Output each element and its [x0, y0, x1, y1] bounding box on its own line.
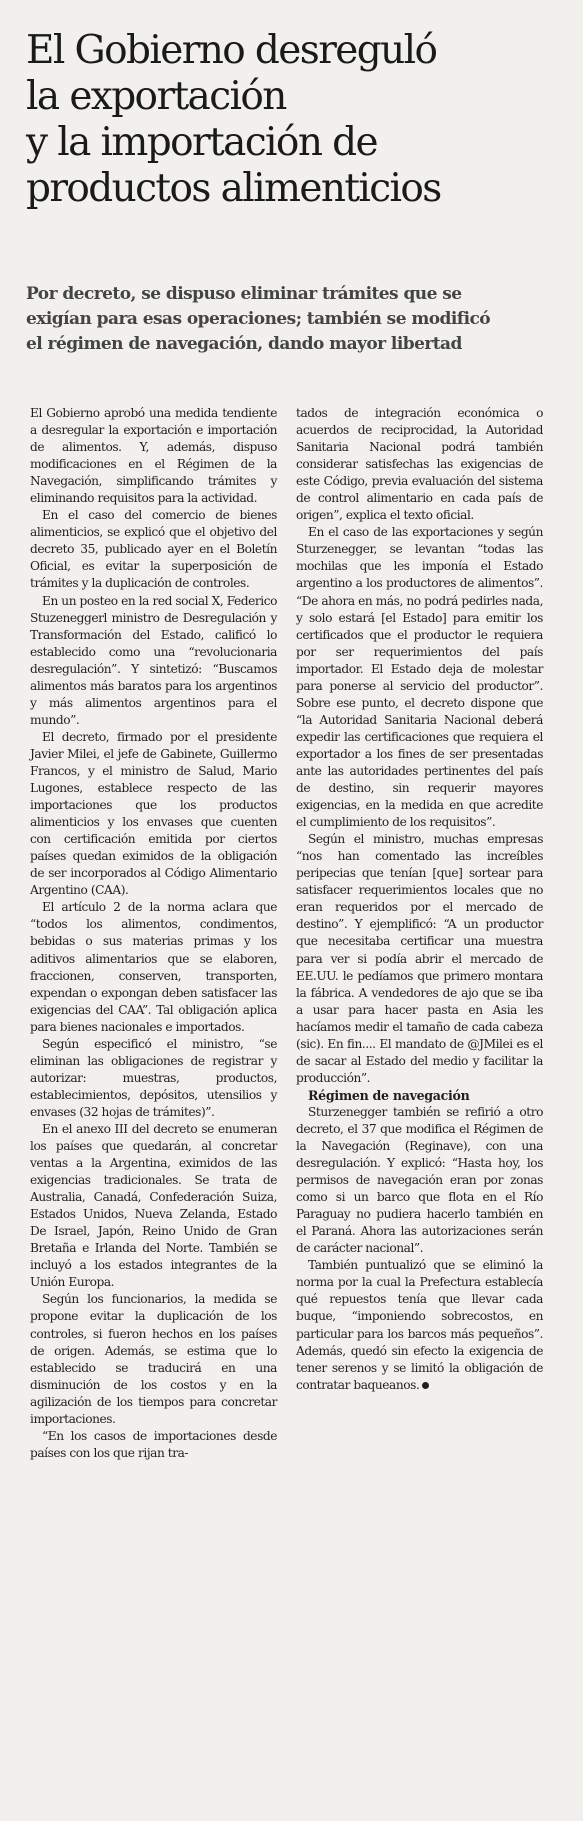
headline [26, 28, 566, 212]
paragraph: “En los casos de importaciones desde países con los que rijan tra- [30, 1428, 277, 1460]
headline-line: y la importación de [26, 120, 377, 165]
paragraph: El decreto, firmado por el presidente Javier Milei, el jefe de Gabinete, Guillermo Francos, y el ministro de Salud, Mario Lugones, establece respecto de las importaciones que los productos alimenticios y los envases que cuenten con certificación emitida por ciertos países quedan eximidos de la obligación de ser incorporados al Código Alimentario Argentino (CAA). [30, 729, 277, 898]
paragraph: En el caso del comercio de bienes alimenticios, se explicó que el objetivo del decreto 35, publicado ayer en el Boletín Oficial, es evitar la superposición de trámites y la duplicación de controles. [30, 508, 277, 591]
end-of-article-dot-icon [422, 1382, 429, 1389]
paragraph: Según especificó el ministro, “se eliminan las obligaciones de registrar y autorizar: muestras, productos, establecimientos, depósitos, utensilios y envases (32 hojas de trámites)”. [30, 1036, 277, 1119]
article-column-right [296, 405, 543, 1394]
paragraph: En el anexo III del decreto se enumeran los países que quedarán, al concretar ventas a la Argentina, eximidos de las exigencias tradicionales. Se trata de Australia, Canadá, Confederación Suiza, Estados Unidos, Nueva Zelanda, Estado De Israel, Japón, Reino Unido de Gran Bretaña e Irlanda del Norte. También se incluyó a los estados integrantes de la Unión Europa. [30, 1121, 277, 1290]
paragraph: tados de integración económica o acuerdos de reciprocidad, la Autoridad Sanitaria Nacional podrá también considerar satisfechas las exigencias de este Código, previa evaluación del sistema de control alimentario en cada país de origen”, explica el texto oficial. [296, 406, 543, 523]
paragraph: Sturzenegger también se refirió a otro decreto, el 37 que modifica el Régimen de la Navegación (Reginave), con una desregulación. Y explicó: “Hasta hoy, los permisos de navegación eran por zonas como si un barco que flota en el Río Paraguay no pudiera hacerlo también en el Paraná. Ahora las autorizaciones serán de carácter nacional”. [296, 1104, 543, 1256]
paragraph-text: También puntualizó que se eliminó la norma por la cual la Prefectura establecía qué repuestos tenía que llevar cada buque, “imponiendo sobrecostos, en particular para los barcos más pequeños”. Además, quedó sin efecto la exigencia de tener serenos y se limitó la obligación de contratar baqueanos. [296, 1258, 543, 1392]
subheadline [26, 282, 566, 357]
paragraph: Según el ministro, muchas empresas “nos han comentado las increíbles peripecias que tenían [que] sortear para satisfacer requerimientos locales que no eran requeridos por el mercado de destino”. Y ejemplificó: “A un productor que necesitaba certificar una muestra para ver si podía abrir el mercado de EE.UU. le pedíamos que primero montara la fábrica. A vendedores de ajo que se iba a usar para hacer pasta en Asia les hacíamos medir el tamaño de cada cabeza (sic). En fin.... El mandato de @JMilei es el de sacar al Estado del medio y facilitar la producción”. [296, 832, 543, 1085]
paragraph-last [296, 1257, 543, 1393]
headline-line: productos alimenticios [26, 166, 441, 211]
subheadline-line: Por decreto, se dispuso eliminar trámites que se [26, 284, 462, 304]
article-column-left [30, 405, 277, 1462]
headline-line: El Gobierno desreguló [26, 28, 437, 73]
subheadline-line: exigían para esas operaciones; también se modificó [26, 309, 491, 329]
subheadline-line: el régimen de navegación, dando mayor libertad [26, 334, 462, 354]
headline-line: la exportación [26, 74, 286, 119]
paragraph: En un posteo en la red social X, Federico Stuzeneggerl ministro de Desregulación y Transformación del Estado, calificó lo establecido como una “revolucionaria desregulación”. Y sintetizó: “Buscamos alimentos más baratos para los argentinos y más alimentos argentinos para el mundo”. [30, 593, 277, 727]
paragraph: En el caso de las exportaciones y según Sturzenegger, se levantan “todas las mochilas que les imponía el Estado argentino a los productores de alimentos”. “De ahora en más, no podrá pedirles nada, y solo estará [el Estado] para emitir los certificados que el productor le requiera por ser requerimientos del país importador. El Estado deja de molestar para ponerse al servicio del productor”. Sobre ese punto, el decreto dispone que “la Autoridad Sanitaria Nacional deberá expedir las certificaciones que requiera el exportador a los fines de ser presentadas ante las autoridades pertinentes del país de destino, sin requerir mayores exigencias, en la medida en que acredite el cumplimiento de los requisitos”. [296, 525, 543, 830]
paragraph: El Gobierno aprobó una medida tendiente a desregular la exportación e importación de alimentos. Y, además, dispuso modificaciones en el Régimen de la Navegación, simplificando trámites y eliminando requisitos para la actividad. [30, 406, 277, 506]
section-subtitle: Régimen de navegación [308, 1087, 470, 1103]
paragraph: Según los funcionarios, la medida se propone evitar la duplicación de los controles, si fueron hechos en los países de origen. Además, se estima que lo establecido se traducirá en una disminución de los costos y en la agilización de los tiempos para concretar importaciones. [30, 1292, 277, 1426]
paragraph: El artículo 2 de la norma aclara que “todos los alimentos, condimentos, bebidas o sus materias primas y los aditivos alimentarios que se elaboren, fraccionen, conserven, transporten, expendan o expongan deben satisfacer las exigencias del CAA”. Tal obligación aplica para bienes nacionales e importados. [30, 900, 277, 1034]
